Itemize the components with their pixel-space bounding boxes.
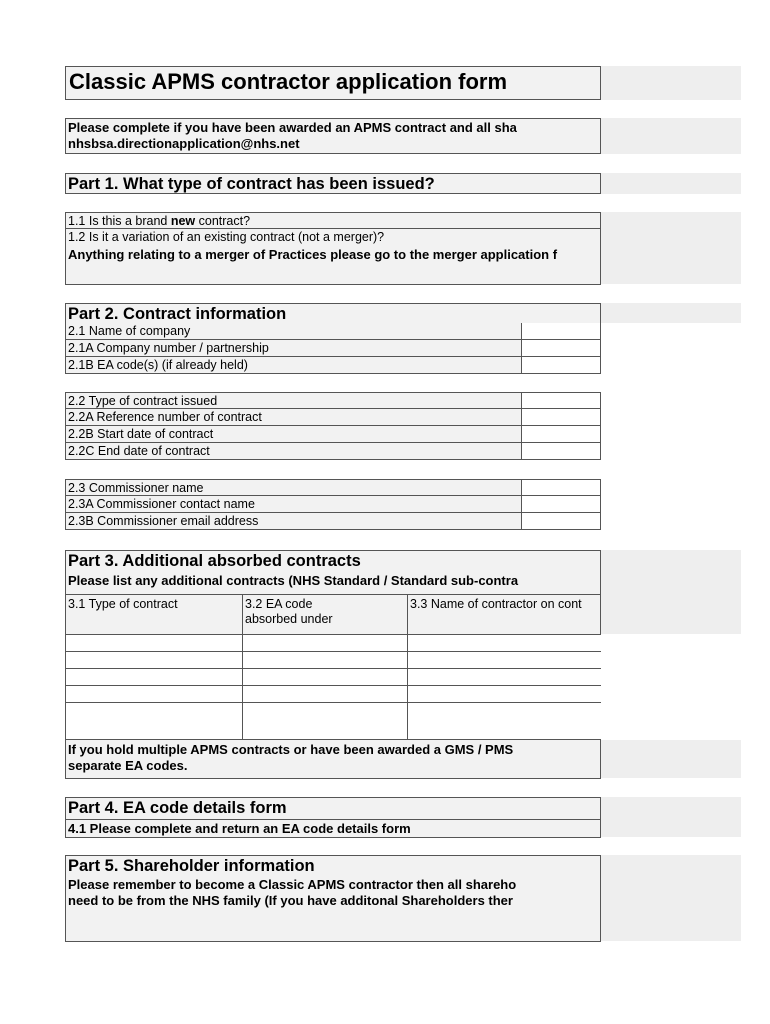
field-row [65, 323, 601, 340]
contract-type-input[interactable] [521, 392, 601, 409]
field-label: 2.1 Name of company [68, 324, 191, 338]
merger-note: Anything relating to a merger of Practices please go to the merger application f [68, 247, 558, 262]
field-label: 2.2C End date of contract [68, 444, 210, 458]
side-band [601, 212, 741, 284]
field-label: 2.2A Reference number of contract [68, 410, 262, 424]
field-label: 2.2B Start date of contract [68, 427, 214, 441]
part4-box [65, 797, 601, 838]
part2-title: Part 2. Contract information [68, 305, 287, 323]
intro-email[interactable]: nhsbsa.directionapplication@nhs.net [68, 136, 300, 151]
field-row [65, 340, 601, 357]
company-name-input[interactable] [521, 323, 601, 340]
part5-box [65, 855, 601, 942]
part4-text[interactable]: 4.1 Please complete and return an EA code details form [66, 819, 600, 837]
column-header-contractor: 3.3 Name of contractor on cont [410, 597, 582, 611]
part3-note-line-2: separate EA codes. [68, 758, 188, 773]
table-row[interactable] [65, 686, 601, 703]
table-row[interactable] [65, 703, 601, 740]
column-header-ea-code: 3.2 EA code absorbed under [243, 595, 408, 635]
field-label: 2.3A Commissioner contact name [68, 497, 255, 511]
start-date-input[interactable] [521, 426, 601, 443]
field-label: 2.3 Commissioner name [68, 481, 204, 495]
part5-line-1: Please remember to become a Classic APMS contractor then all shareho [68, 877, 517, 892]
contract-reference-input[interactable] [521, 409, 601, 426]
part3-subtitle: Please list any additional contracts (NHS Standard / Standard sub-contra [68, 573, 519, 588]
part2-header [65, 303, 601, 324]
field-label: 2.1A Company number / partnership [68, 341, 269, 355]
part3-title: Part 3. Additional absorbed contracts [68, 552, 361, 570]
table-row[interactable] [65, 634, 601, 652]
field-row [65, 357, 601, 374]
field-row [65, 443, 601, 460]
page-title: Classic APMS contractor application form [69, 69, 508, 94]
table-row[interactable] [65, 652, 601, 669]
table-header [66, 594, 601, 635]
field-label: 2.3B Commissioner email address [68, 514, 259, 528]
question-row [65, 229, 601, 246]
side-band [601, 550, 741, 634]
side-band [601, 740, 741, 778]
side-band [601, 855, 741, 941]
field-row [65, 409, 601, 426]
side-band [601, 66, 741, 100]
side-band [601, 797, 741, 837]
side-band [601, 173, 741, 194]
merger-note-box [65, 245, 601, 285]
part4-title: Part 4. EA code details form [68, 799, 287, 817]
side-band [601, 118, 741, 154]
commissioner-email-input[interactable] [521, 513, 601, 530]
side-band [601, 303, 741, 323]
part5-line-2: need to be from the NHS family (If you have additonal Shareholders ther [68, 893, 513, 908]
question-1-1: 1.1 Is this a brand new contract? [68, 214, 251, 228]
field-label: 2.2 Type of contract issued [68, 394, 218, 408]
part1-title: Part 1. What type of contract has been issued? [68, 175, 435, 193]
intro-box [65, 118, 601, 154]
field-row [65, 426, 601, 443]
part3-header [65, 550, 601, 635]
company-number-input[interactable] [521, 340, 601, 357]
field-label: 2.1B EA code(s) (if already held) [68, 358, 248, 372]
part3-note-line-1: If you hold multiple APMS contracts or have been awarded a GMS / PMS [68, 742, 514, 757]
field-row [65, 479, 601, 496]
part3-note-box [65, 740, 601, 779]
form-title-box [65, 66, 601, 100]
commissioner-contact-input[interactable] [521, 496, 601, 513]
field-row [65, 513, 601, 530]
table-row[interactable] [65, 669, 601, 686]
question-row [65, 212, 601, 229]
field-row [65, 392, 601, 409]
field-row [65, 496, 601, 513]
intro-line-1: Please complete if you have been awarded an APMS contract and all sha [68, 120, 517, 135]
part5-title: Part 5. Shareholder information [68, 857, 315, 875]
part1-header [65, 173, 601, 194]
ea-code-input[interactable] [521, 357, 601, 374]
end-date-input[interactable] [521, 443, 601, 460]
commissioner-name-input[interactable] [521, 479, 601, 496]
column-header-type: 3.1 Type of contract [66, 595, 243, 635]
question-1-2: 1.2 Is it a variation of an existing contract (not a merger)? [68, 230, 385, 244]
